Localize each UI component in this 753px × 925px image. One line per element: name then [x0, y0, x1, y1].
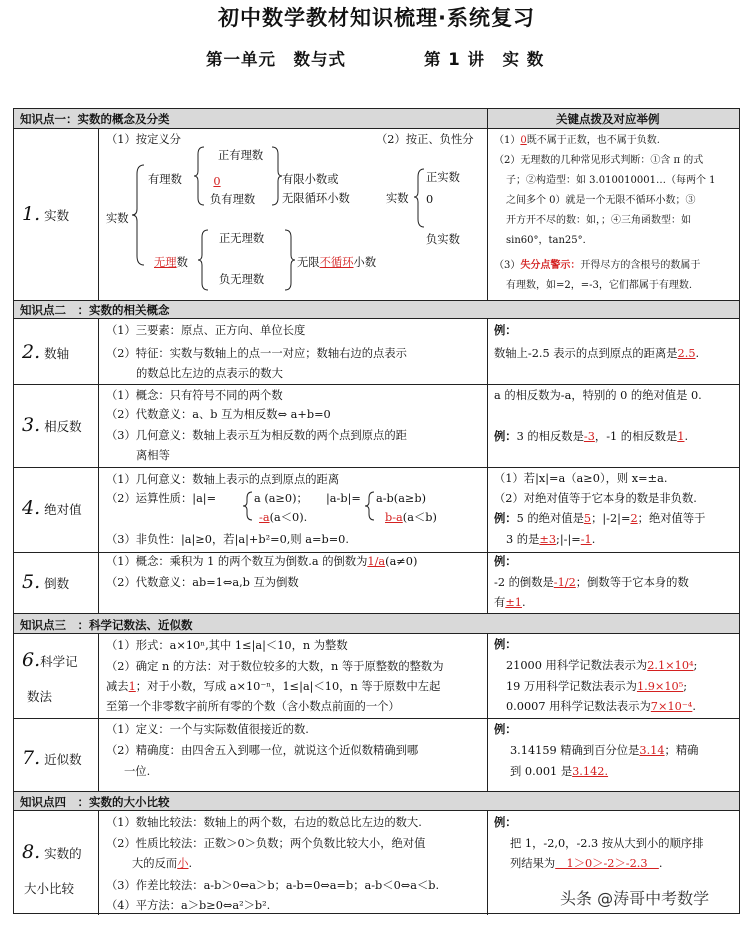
compare-property-2: 大的反而小.: [132, 857, 193, 870]
topic-2-label: 2. 数轴: [22, 341, 70, 363]
knowledge-table: [13, 108, 740, 914]
compare-square: （4）平方法：a＞b≥0⇔a²＞b².: [106, 899, 271, 912]
abs-nonnegativity: （3）非负性：|a|≥0，若|a|+b²=0,则 a=b=0.: [106, 533, 349, 546]
compare-difference: （3）作差比较法：a-b＞0⇔a＞b；a-b=0⇔a=b；a-b＜0⇔a＜b.: [106, 879, 440, 892]
page-title: 初中数学教材知识梳理·系统复习: [218, 6, 535, 30]
number-line-feature-2: 的数总比左边的点表示的数大: [136, 367, 283, 380]
abs-example-2: 3 的是±3;|-|=-1.: [506, 533, 596, 546]
negative-irrational: 负无理数: [219, 273, 265, 286]
sci-example-1: 21000 用科学记数法表示为2.1×10⁴;: [506, 659, 698, 672]
reciprocal-example-2: 有±1.: [494, 596, 526, 609]
topic-3-label: 3. 相反数: [22, 414, 82, 436]
topic-8-label-2: 大小比较: [24, 881, 75, 896]
section-2-header: 知识点二 ：实数的相关概念: [20, 303, 170, 317]
key-point-2-line4: 开方开不尽的数：如，；④三角函数型：如: [506, 215, 691, 226]
key-point-3-line1: （3）失分点警示：开得尽方的含根号的数属于: [494, 260, 701, 271]
abs-case-nonneg: a (a≥0)；: [254, 492, 308, 505]
opposite-concept: （1）概念：只有符号不同的两个数: [106, 389, 283, 402]
zero-real: 0: [426, 193, 434, 206]
key-point-1: （1）0既不属于正数，也不属于负数.: [494, 135, 660, 146]
opposite-example: 例：3 的相反数是-3，-1 的相反数是1.: [494, 429, 689, 443]
sci-method-1: （2）确定 n 的方法：对于数位较多的大数，n 等于原整数的整数为: [106, 660, 444, 673]
approx-example-1: 3.14159 精确到百分位是3.14；精确: [510, 744, 699, 757]
topic-1-label: 1. 实数: [22, 203, 70, 225]
positive-irrational: 正无理数: [219, 232, 265, 245]
classify-by-definition: （1）按定义分: [106, 133, 181, 146]
compare-example-2: 列结果为 1＞0＞-2＞-2.3 .: [510, 857, 663, 870]
negative-real: 负实数: [426, 233, 460, 246]
section-3-header: 知识点三 ：科学记数法、近似数: [20, 618, 193, 632]
topic-7-label: 7. 近似数: [22, 747, 82, 769]
abs-diff-case-1: a-b(a≥b): [376, 492, 427, 505]
sci-example-3: 0.0007 用科学记数法表示为7×10⁻⁴.: [506, 700, 696, 713]
real-number-root: 实数: [106, 212, 129, 225]
opposite-algebra: （2）代数意义：a、b 互为相反数⇔ a+b=0: [106, 408, 331, 421]
sci-method-3: 至第一个非零数字前所有零的个数（含小数点前面的一个）: [106, 700, 400, 713]
zero-answer: 0: [213, 175, 221, 188]
topic-8-label-1: 8. 实数的: [22, 841, 82, 863]
compare-example-1: 把 1，-2,0，-2.3 按从大到小的顺序排: [510, 837, 704, 850]
number-line-feature-1: （2）特征：实数与数轴上的点一一对应；数轴右边的点表示: [106, 347, 407, 360]
key-point-2-line1: （2）无理数的几种常见形式判断：①含 π 的式: [494, 155, 704, 166]
topic-6-label-1: 6.科学记: [22, 649, 78, 671]
abs-example-1: 例：5 的绝对值是5；|-2|=2；绝对值等于: [494, 511, 706, 525]
irrational-number: 无理数: [154, 256, 188, 269]
key-point-2-line2: 子；②构造型：如 3.010010001…（每两个 1: [506, 175, 716, 186]
abs-case-neg: -a(a＜0).: [259, 511, 308, 524]
abs-diff-case-2: b-a(a＜b): [385, 511, 437, 524]
section-4-header: 知识点四 ：实数的大小比较: [20, 795, 170, 809]
opposite-note: a 的相反数为-a，特别的 0 的绝对值是 0.: [494, 389, 702, 402]
reciprocal-concept: （1）概念：乘积为 1 的两个数互为倒数.a 的倒数为1/a(a≠0): [106, 555, 418, 568]
repeating-decimal: 无限循环小数: [282, 192, 350, 205]
topic-6-label-2: 数法: [27, 689, 53, 704]
topic-5-label: 5. 倒数: [22, 571, 70, 593]
classify-by-sign: （2）按正、负性分: [376, 133, 474, 146]
finite-decimal: 有限小数或: [282, 173, 339, 186]
compare-numberline: （1）数轴比较法：数轴上的两个数，右边的数总比左边的数大.: [106, 816, 422, 829]
key-point-3-line2: 有理数，如=2，=-3，它们都属于有理数.: [506, 280, 693, 291]
opposite-geometry-2: 离相等: [136, 449, 170, 462]
section-1-header: 知识点一：实数的概念及分类: [20, 112, 170, 126]
sci-example-2: 19 万用科学记数法表示为1.9×10⁵;: [506, 680, 688, 693]
compare-property-1: （2）性质比较法：正数＞0＞负数；两个负数比较大小，绝对值: [106, 837, 426, 850]
lecture-title: 第 1 讲 实 数: [424, 50, 545, 69]
real-number-root-2: 实数: [386, 192, 409, 205]
key-points-header: 关键点拨及对应举例: [556, 112, 660, 126]
compare-example-label: 例：: [494, 815, 517, 829]
positive-real: 正实数: [426, 171, 460, 184]
sci-form: （1）形式：a×10ⁿ,其中 1≤|a|＜10，n 为整数: [106, 639, 348, 652]
rational-number: 有理数: [148, 173, 182, 186]
sci-method-2: 减去1；对于小数，写成 a×10⁻ⁿ，1≤|a|＜10，n 等于原数中左起: [106, 680, 441, 693]
abs-key-1: （1）若|x|=a（a≥0），则 x=±a.: [494, 472, 668, 485]
number-line-example: 数轴上-2.5 表示的点到原点的距离是2.5.: [494, 347, 700, 360]
key-point-2-line3: 之间多个 0）就是一个无限不循环小数；③: [506, 195, 696, 206]
reciprocal-example-label: 例：: [494, 554, 517, 568]
reciprocal-algebra: （2）代数意义：ab=1⇔a,b 互为倒数: [106, 576, 299, 589]
negative-rational: 负有理数: [210, 193, 256, 206]
approx-example-label: 例：: [494, 722, 517, 736]
abs-operation-label: （2）运算性质：|a|=: [106, 492, 217, 505]
approx-precision-1: （2）精确度：由四舍五入到哪一位，就说这个近似数精确到哪: [106, 744, 419, 757]
approx-precision-2: 一位.: [124, 765, 151, 778]
abs-key-2: （2）对绝对值等于它本身的数是非负数.: [494, 492, 697, 505]
key-point-2-line5: sin60°，tan25°．: [506, 235, 593, 246]
non-repeating-decimal: 无限不循环小数: [297, 256, 377, 269]
sci-example-label: 例：: [494, 637, 517, 651]
abs-geometry: （1）几何意义：数轴上表示的点到原点的距离: [106, 473, 340, 486]
opposite-geometry-1: （3）几何意义：数轴上表示互为相反数的两个点到原点的距: [106, 429, 407, 442]
watermark: 头条 @涛哥中考数学: [560, 889, 710, 908]
unit-title: 第一单元 数与式: [206, 50, 346, 69]
positive-rational: 正有理数: [218, 149, 264, 162]
abs-diff-label: |a-b|=: [326, 492, 361, 505]
approx-definition: （1）定义：一个与实际数值很接近的数.: [106, 723, 309, 736]
topic-4-label: 4. 绝对值: [22, 497, 82, 519]
approx-example-2: 到 0.001 是3.142.: [510, 765, 609, 778]
reciprocal-example-1: -2 的倒数是-1/2；倒数等于它本身的数: [494, 576, 689, 589]
number-line-elements: （1）三要素：原点、正方向、单位长度: [106, 324, 306, 337]
example-label: 例：: [494, 323, 517, 337]
